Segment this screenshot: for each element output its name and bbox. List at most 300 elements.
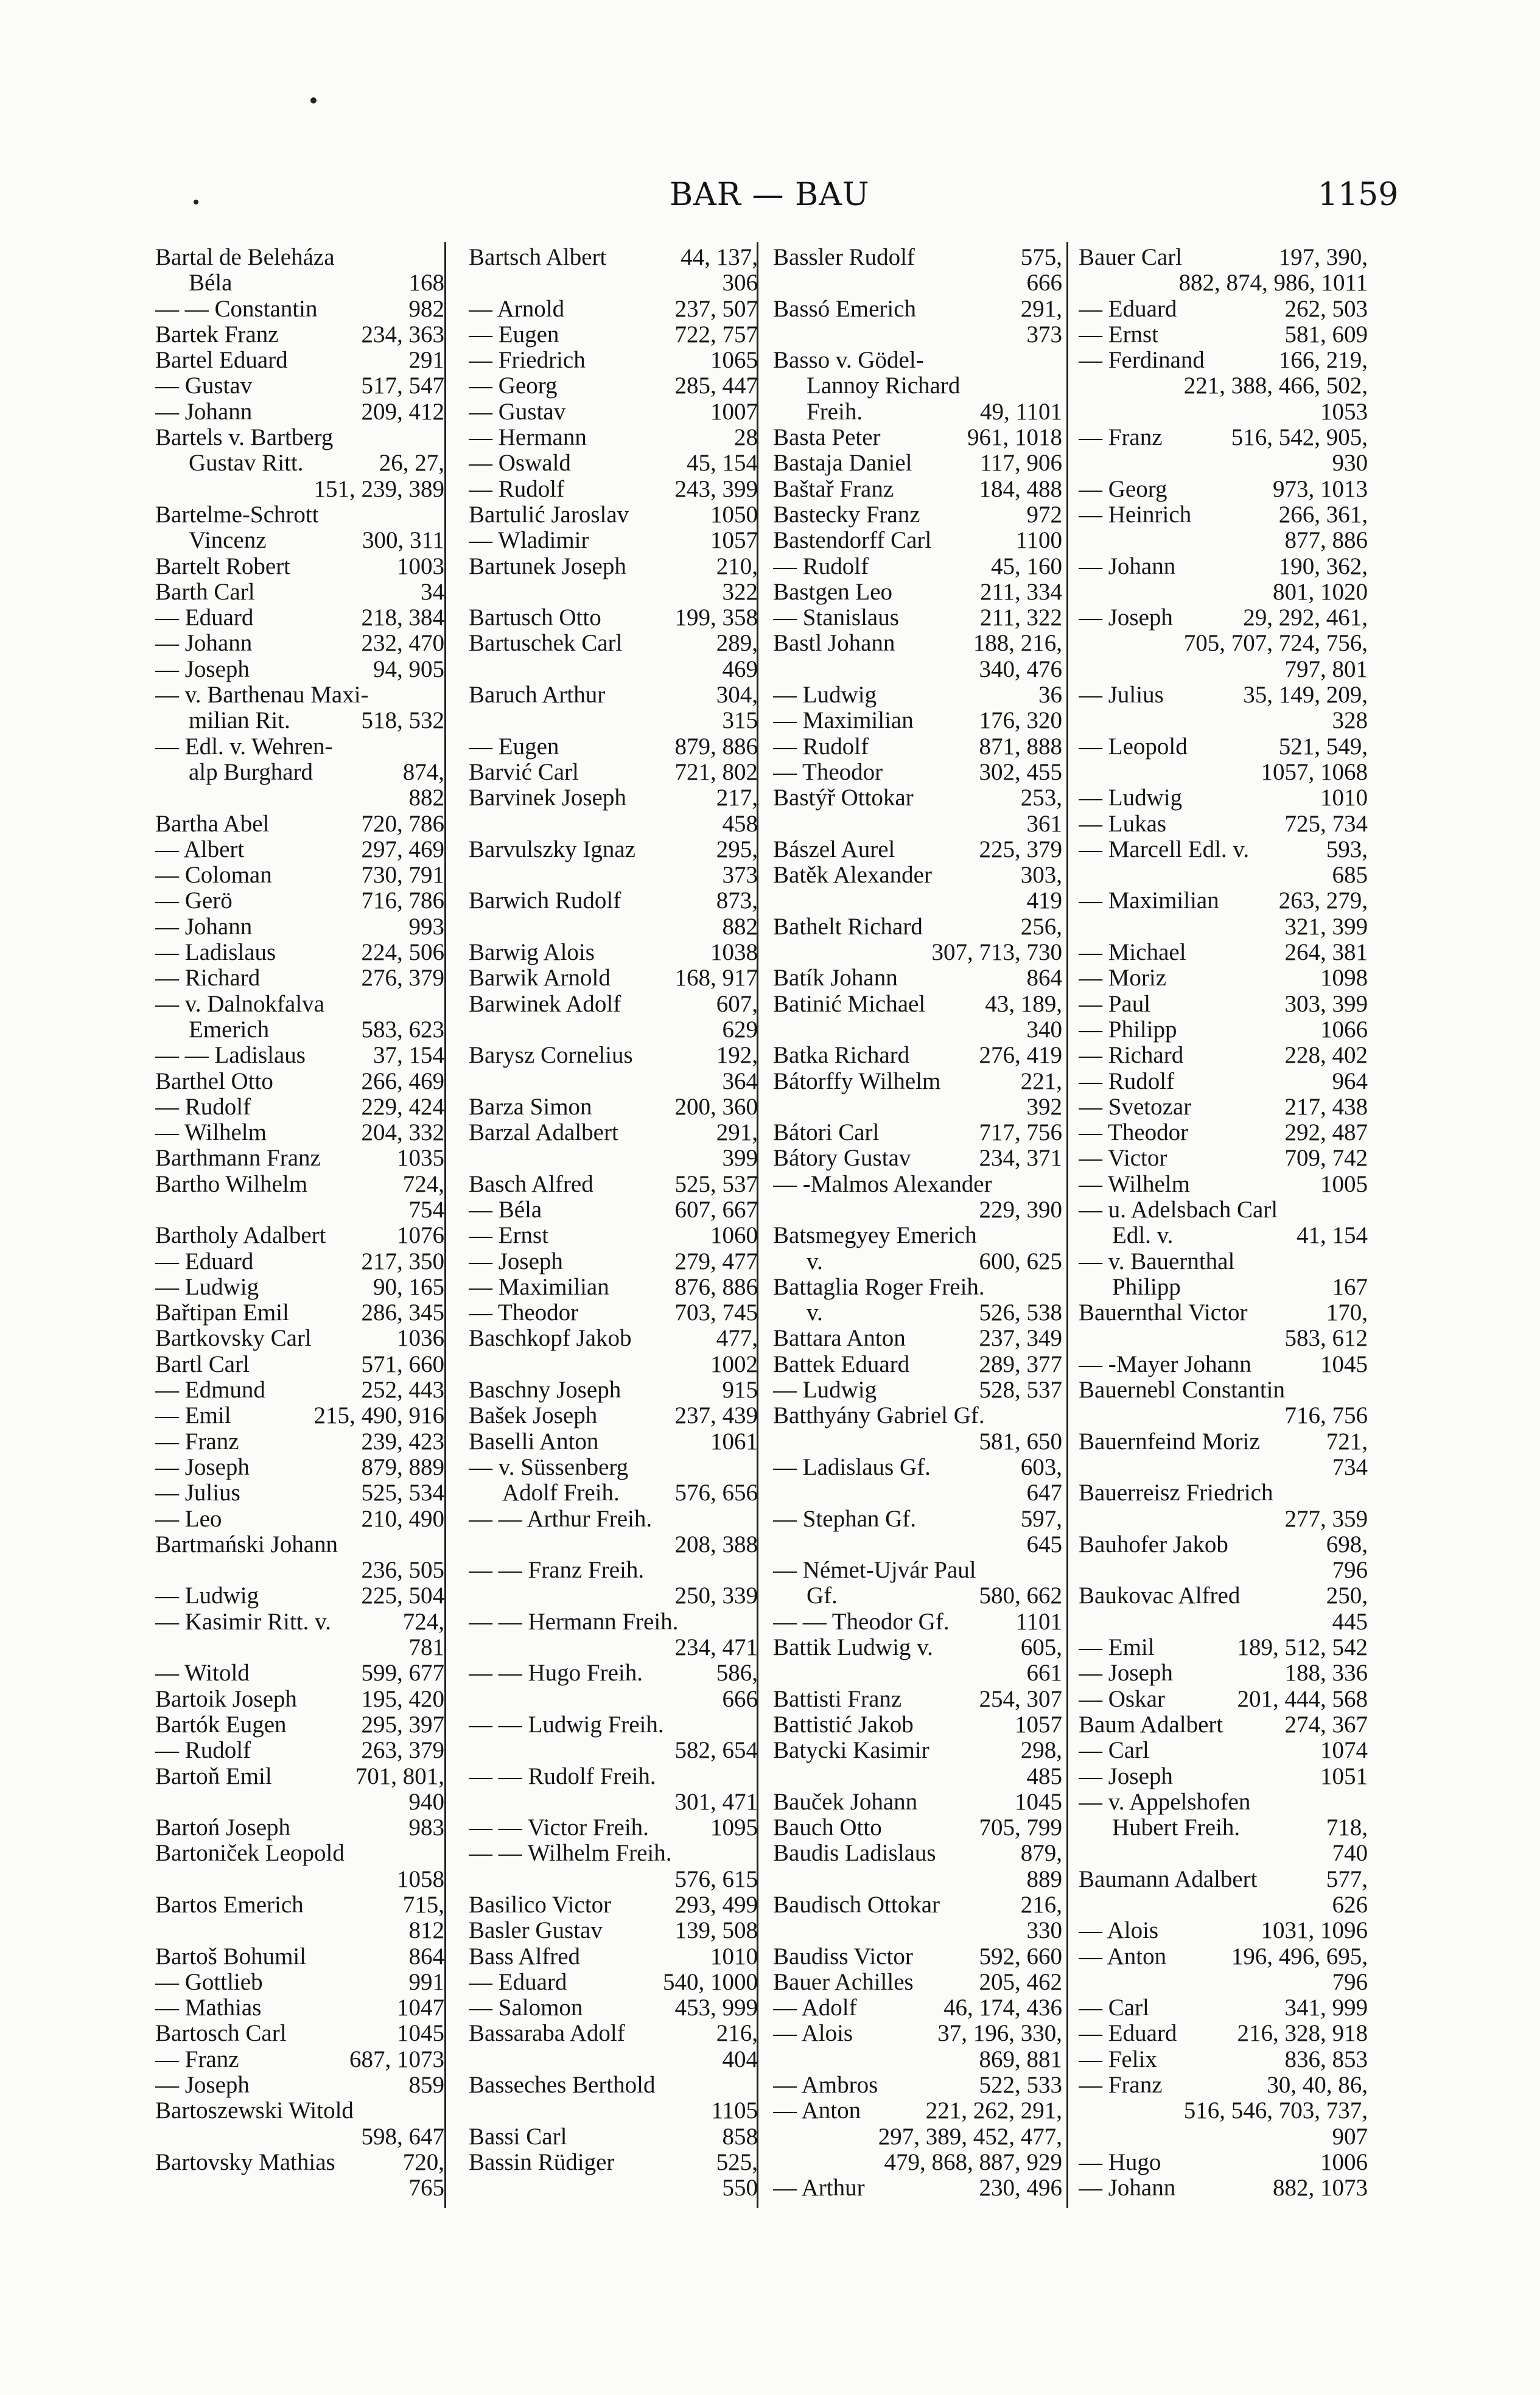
index-entry	[155, 1326, 444, 1351]
page-number: 1159	[1318, 177, 1399, 213]
entry-pages: 518, 532	[361, 707, 444, 734]
entry-name: Barwich Rudolf	[469, 887, 621, 914]
entry-pages: 734	[1332, 1453, 1368, 1480]
index-entry	[469, 1918, 758, 1943]
entry-name: — Ludwig	[155, 1273, 259, 1300]
index-entry	[469, 528, 758, 553]
entry-pages: 404	[722, 2046, 758, 2072]
entry-pages: 1045	[1015, 1788, 1062, 1815]
index-entry	[1079, 811, 1368, 837]
entry-name: Bauer Carl	[1079, 245, 1183, 270]
entry-pages: 321, 399	[1284, 913, 1368, 940]
entry-pages: 1101	[1015, 1608, 1062, 1635]
entry-pages: 176, 320	[979, 707, 1062, 734]
index-entry	[1079, 1583, 1368, 1609]
entry-name: — Rudolf	[155, 1093, 251, 1120]
entry-pages: 373	[1026, 321, 1062, 348]
index-entry	[469, 940, 758, 965]
index-entry	[155, 1043, 444, 1068]
index-entry	[469, 837, 758, 862]
entry-name: Bastl Johann	[773, 630, 895, 657]
index-entry	[773, 1377, 1062, 1403]
entry-pages: 340	[1026, 1016, 1062, 1043]
entry-pages: 796	[1332, 1968, 1368, 1995]
index-entry	[469, 1172, 758, 1197]
entry-name: — Joseph	[469, 1248, 563, 1274]
index-entry	[773, 940, 1062, 965]
entry-name: Battik Ludwig v.	[773, 1634, 933, 1661]
entry-name: Bauch Otto	[773, 1814, 882, 1841]
index-entry	[1079, 425, 1368, 450]
entry-name: Basta Peter	[773, 424, 881, 451]
entry-pages: 315	[722, 707, 758, 734]
index-entry	[155, 373, 444, 399]
entry-name: — — Wilhelm Freih.	[469, 1840, 672, 1867]
entry-name: — Richard	[155, 965, 261, 991]
index-entry	[469, 1017, 758, 1043]
entry-pages: 715,	[402, 1892, 444, 1918]
entry-name: milian Rit.	[189, 707, 290, 734]
index-entry	[1079, 579, 1368, 605]
index-entry	[773, 1892, 1062, 1918]
entry-name: Batka Richard	[773, 1042, 910, 1069]
index-entry	[773, 245, 1062, 270]
index-entry	[155, 1069, 444, 1094]
entry-name: Bartoń Joseph	[155, 1814, 291, 1841]
entry-name: Bartók Eugen	[155, 1711, 287, 1738]
entry-pages: 1010	[710, 1943, 758, 1970]
entry-name: Barwik Arnold	[469, 965, 611, 991]
index-entry	[1079, 605, 1368, 631]
index-entry	[773, 1429, 1062, 1455]
index-entry	[155, 965, 444, 991]
index-entry	[773, 708, 1062, 733]
entry-pages: 882, 874, 986, 1011	[1178, 270, 1368, 296]
index-entry	[469, 348, 758, 373]
entry-pages: 907	[1332, 2123, 1368, 2150]
index-entry	[773, 1249, 1062, 1274]
index-entry	[469, 734, 758, 760]
entry-name: Batěk Alexander	[773, 862, 932, 889]
index-entry	[773, 1480, 1062, 1506]
entry-name: — — Franz Freih.	[469, 1557, 645, 1584]
entry-name: Bartha Abel	[155, 810, 270, 837]
entry-name: Basler Gustav	[469, 1917, 603, 1944]
entry-pages: 915	[722, 1377, 758, 1404]
entry-pages: 666	[722, 1685, 758, 1712]
index-entry	[1079, 631, 1368, 656]
entry-pages: 864	[408, 1943, 444, 1970]
entry-pages: 168, 917	[674, 965, 758, 991]
entry-name: — Adolf	[773, 1995, 857, 2021]
index-entry	[1079, 708, 1368, 733]
index-entry	[155, 1789, 444, 1815]
entry-pages: 703, 745	[674, 1299, 758, 1326]
entry-name: Bauer Achilles	[773, 1968, 914, 1995]
entry-pages: 188, 216,	[973, 630, 1062, 657]
entry-pages: 234, 371	[979, 1145, 1062, 1172]
entry-pages: 879, 886	[674, 733, 758, 760]
index-entry	[469, 605, 758, 631]
entry-pages: 297, 469	[361, 836, 444, 862]
entry-name: Bartal de Beleháza	[155, 245, 335, 270]
index-entry	[1079, 322, 1368, 348]
entry-pages: 973, 1013	[1273, 475, 1368, 502]
index-entry	[155, 348, 444, 373]
index-entry	[155, 1918, 444, 1943]
index-entry	[469, 1069, 758, 1094]
entry-pages: 597,	[1020, 1505, 1062, 1532]
running-title: BAR — BAU	[670, 177, 870, 213]
entry-name: — Wladimir	[469, 527, 589, 554]
entry-name: Bastendorff Carl	[773, 527, 932, 554]
index-entry	[1079, 2098, 1368, 2124]
entry-pages: 304,	[716, 682, 758, 708]
entry-pages: 399	[722, 1145, 758, 1172]
index-entry	[155, 1970, 444, 1995]
index-entry	[1079, 2124, 1368, 2150]
entry-name: — — Hermann Freih.	[469, 1608, 679, 1635]
entry-pages: 629	[722, 1016, 758, 1043]
index-entry	[773, 348, 1062, 373]
entry-pages: 1105	[711, 2097, 758, 2124]
entry-name: — Eduard	[1079, 2020, 1177, 2047]
index-entry	[155, 888, 444, 914]
index-entry	[773, 1660, 1062, 1686]
entry-name: — Coloman	[155, 862, 272, 889]
entry-name: Batík Johann	[773, 965, 898, 991]
entry-pages: 1045	[1320, 1351, 1368, 1377]
entry-pages: 858	[722, 2123, 758, 2150]
index-entry	[1079, 1455, 1368, 1480]
entry-pages: 237, 439	[674, 1402, 758, 1429]
index-entry	[469, 1120, 758, 1145]
entry-pages: 721,	[1326, 1428, 1368, 1455]
index-entry	[1079, 785, 1368, 811]
entry-pages: 879,	[1020, 1840, 1062, 1867]
entry-pages: 603,	[1020, 1453, 1062, 1480]
entry-pages: 37, 196, 330,	[937, 2020, 1062, 2047]
entry-pages: 189, 512, 542	[1237, 1634, 1368, 1661]
entry-name: — Johann	[155, 913, 253, 940]
entry-name: Batycki Kasimir	[773, 1737, 929, 1764]
index-entry	[773, 1970, 1062, 1995]
entry-name: Batinić Michael	[773, 990, 926, 1017]
entry-pages: 1038	[710, 939, 758, 966]
entry-name: — Joseph	[155, 1453, 250, 1480]
index-entry	[469, 888, 758, 914]
entry-pages: 666	[1026, 270, 1062, 296]
entry-name: — Franz	[1079, 424, 1163, 451]
index-entry	[1079, 1635, 1368, 1660]
entry-name: — Svetozar	[1079, 1093, 1192, 1120]
index-entry	[773, 1043, 1062, 1068]
index-entry	[155, 940, 444, 965]
entry-name: Emerich	[189, 1016, 270, 1043]
index-entry	[1079, 991, 1368, 1017]
index-entry	[469, 1223, 758, 1248]
entry-name: Bathelt Richard	[773, 913, 923, 940]
index-entry	[469, 1738, 758, 1763]
entry-name: — Eduard	[1079, 295, 1177, 322]
entry-name: — Victor	[1079, 1145, 1167, 1172]
index-entry	[773, 682, 1062, 708]
entry-name: Bartsch Albert	[469, 245, 607, 270]
entry-pages: 581, 650	[979, 1428, 1062, 1455]
entry-name: Bastýř Ottokar	[773, 785, 914, 811]
entry-pages: 292, 487	[1284, 1119, 1368, 1146]
entry-pages: 583, 623	[361, 1016, 444, 1043]
index-entry	[469, 631, 758, 656]
index-entry	[773, 450, 1062, 476]
entry-pages: 940	[408, 1788, 444, 1815]
entry-pages: 234, 363	[361, 321, 444, 348]
entry-name: — Rudolf	[155, 1737, 251, 1764]
entry-name: — Emil	[1079, 1634, 1155, 1661]
entry-pages: 167	[1332, 1273, 1368, 1300]
entry-name: Philipp	[1112, 1273, 1181, 1300]
index-entry	[773, 1172, 1062, 1197]
index-entry	[155, 2124, 444, 2150]
entry-pages: 983	[408, 1814, 444, 1841]
index-entry	[469, 1326, 758, 1351]
entry-pages: 303,	[1020, 862, 1062, 889]
entry-name: — Wilhelm	[155, 1119, 267, 1146]
entry-name: — Edl. v. Wehren-	[155, 733, 333, 760]
entry-name: — Rudolf	[469, 475, 565, 502]
entry-name: — v. Dalnokfalva	[155, 990, 324, 1017]
entry-pages: 1047	[397, 1995, 444, 2021]
index-entry	[773, 965, 1062, 991]
entry-pages: 392	[1026, 1093, 1062, 1120]
index-entry	[1079, 940, 1368, 965]
entry-pages: 796	[1332, 1557, 1368, 1584]
entry-name: — Eduard	[469, 1968, 567, 1995]
index-entry	[469, 1455, 758, 1480]
index-entry	[155, 450, 444, 476]
entry-pages: 716, 786	[361, 887, 444, 914]
index-entry	[155, 1558, 444, 1583]
index-entry	[469, 1043, 758, 1068]
entry-name: Bartels v. Bartberg	[155, 424, 334, 451]
entry-pages: 879, 889	[361, 1453, 444, 1480]
entry-pages: 291	[408, 347, 444, 374]
index-entry	[469, 2124, 758, 2150]
index-entry	[469, 657, 758, 682]
entry-pages: 216,	[716, 2020, 758, 2047]
entry-pages: 526, 538	[979, 1299, 1062, 1326]
index-entry	[155, 914, 444, 940]
index-entry	[773, 1300, 1062, 1326]
entry-name: Vincenz	[189, 527, 267, 554]
entry-pages: 725, 734	[1284, 810, 1368, 837]
entry-pages: 580, 662	[979, 1582, 1062, 1609]
entry-pages: 197, 390,	[1278, 245, 1368, 270]
entry-name: — Arnold	[469, 295, 565, 322]
index-entry	[773, 1609, 1062, 1635]
entry-name: — Ladislaus Gf.	[773, 1453, 931, 1480]
index-entry	[155, 862, 444, 888]
entry-name: Barza Simon	[469, 1093, 592, 1120]
entry-pages: 37, 154	[373, 1042, 444, 1069]
entry-name: Bauernebl Constantin	[1079, 1377, 1286, 1404]
entry-pages: 229, 424	[361, 1093, 444, 1120]
entry-pages: 882	[408, 785, 444, 811]
entry-name: — Leopold	[1079, 733, 1188, 760]
entry-name: Barvić Carl	[469, 758, 579, 785]
entry-pages: 716, 756	[1284, 1402, 1368, 1429]
index-entry	[155, 1274, 444, 1300]
index-entry	[1079, 1172, 1368, 1197]
entry-pages: 289,	[716, 630, 758, 657]
entry-pages: 599, 677	[361, 1660, 444, 1687]
entry-name: — Alois	[773, 2020, 853, 2047]
entry-pages: 517, 547	[361, 372, 444, 399]
entry-pages: 237, 349	[979, 1325, 1062, 1352]
index-entry	[155, 1712, 444, 1738]
entry-name: Baum Adalbert	[1079, 1711, 1223, 1738]
entry-name: — Anton	[773, 2097, 861, 2124]
index-entry	[1079, 2150, 1368, 2175]
entry-name: Bassaraba Adolf	[469, 2020, 625, 2047]
entry-pages: 1035	[397, 1145, 444, 1172]
entry-pages: 724,	[402, 1170, 444, 1197]
entry-name: — Edmund	[155, 1377, 265, 1404]
index-entry	[469, 2150, 758, 2175]
entry-pages: 720,	[402, 2149, 444, 2175]
entry-pages: 168	[408, 270, 444, 296]
entry-name: Bartoš Bohumil	[155, 1943, 307, 1970]
index-entry	[469, 1944, 758, 1970]
index-entry	[469, 1764, 758, 1789]
index-entry	[773, 1583, 1062, 1609]
entry-pages: 151, 239, 389	[313, 475, 444, 502]
entry-pages: 243, 399	[674, 475, 758, 502]
entry-pages: 225, 504	[361, 1582, 444, 1609]
entry-name: — Német-Ujvár Paul	[773, 1557, 976, 1584]
entry-pages: 479, 868, 887, 929	[884, 2149, 1062, 2175]
index-entry	[155, 991, 444, 1017]
entry-name: Bátori Carl	[773, 1119, 880, 1146]
index-entry	[1079, 373, 1368, 399]
entry-name: — Lukas	[1079, 810, 1167, 837]
entry-name: — Anton	[1079, 1943, 1167, 1970]
entry-pages: 210, 490	[361, 1505, 444, 1532]
index-entry	[1079, 1352, 1368, 1377]
entry-pages: 1061	[710, 1428, 758, 1455]
entry-name: Basseches Berthold	[469, 2072, 656, 2099]
index-entry	[469, 1867, 758, 1892]
index-entry	[1079, 1558, 1368, 1583]
index-entry	[469, 862, 758, 888]
entry-pages: 583, 612	[1284, 1325, 1368, 1352]
entry-name: Bartulić Jaroslav	[469, 501, 629, 528]
index-entry	[469, 450, 758, 476]
index-entry	[773, 270, 1062, 296]
entry-name: — Franz	[1079, 2072, 1163, 2099]
index-entry	[155, 785, 444, 811]
index-entry	[1079, 682, 1368, 708]
entry-pages: 250, 339	[674, 1582, 758, 1609]
index-entry	[1079, 1506, 1368, 1532]
index-entry	[469, 1197, 758, 1223]
index-entry	[1079, 477, 1368, 502]
index-entry	[773, 1120, 1062, 1145]
entry-pages: 291,	[716, 1119, 758, 1146]
entry-name: Bassó Emerich	[773, 295, 917, 322]
entry-pages: 516, 542, 905,	[1231, 424, 1368, 451]
entry-name: — — Ladislaus	[155, 1042, 306, 1069]
index-entry	[773, 1069, 1062, 1094]
index-entry	[1079, 1145, 1368, 1171]
index-entry	[469, 1970, 758, 1995]
entry-pages: 303, 399	[1284, 990, 1368, 1017]
index-entry	[773, 296, 1062, 322]
index-entry	[155, 1197, 444, 1223]
index-entry	[155, 425, 444, 450]
entry-pages: 525, 537	[674, 1170, 758, 1197]
index-entry	[1079, 965, 1368, 991]
index-entry	[773, 2175, 1062, 2201]
entry-name: — Carl	[1079, 1995, 1149, 2021]
entry-pages: 661	[1026, 1660, 1062, 1687]
entry-name: — Salomon	[469, 1995, 583, 2021]
entry-pages: 295,	[716, 836, 758, 862]
entry-pages: 266, 469	[361, 1068, 444, 1094]
entry-name: — Ferdinand	[1079, 347, 1205, 374]
entry-pages: 28	[734, 424, 758, 451]
index-entry	[1079, 1815, 1368, 1841]
entry-pages: 724,	[402, 1608, 444, 1635]
entry-name: — Friedrich	[469, 347, 586, 374]
entry-name: Bauček Johann	[773, 1788, 918, 1815]
entry-pages: 230, 496	[979, 2175, 1062, 2201]
entry-name: Basilico Victor	[469, 1892, 612, 1918]
entry-pages: 35, 149, 209,	[1243, 682, 1368, 708]
index-entry	[1079, 1970, 1368, 1995]
entry-name: Baudiss Victor	[773, 1943, 913, 1970]
entry-pages: 607,	[716, 990, 758, 1017]
index-entry	[1079, 528, 1368, 553]
entry-pages: 44, 137,	[681, 245, 758, 270]
entry-name: — Julius	[155, 1480, 240, 1506]
index-entry	[773, 657, 1062, 682]
index-entry	[1079, 1712, 1368, 1738]
entry-pages: 717, 756	[979, 1119, 1062, 1146]
index-entry	[773, 811, 1062, 837]
index-entry	[155, 1944, 444, 1970]
index-entry	[1079, 1069, 1368, 1094]
entry-pages: 709, 742	[1284, 1145, 1368, 1172]
entry-pages: 217, 438	[1284, 1093, 1368, 1120]
entry-pages: 297, 389, 452, 477,	[878, 2123, 1062, 2150]
entry-name: Edl. v.	[1112, 1222, 1174, 1249]
index-entry	[155, 1172, 444, 1197]
entry-pages: 117, 906	[979, 450, 1062, 477]
entry-pages: 373	[722, 862, 758, 889]
index-entry	[773, 1017, 1062, 1043]
entry-pages: 469	[722, 656, 758, 682]
entry-pages: 295, 397	[361, 1711, 444, 1738]
entry-pages: 582, 654	[674, 1737, 758, 1764]
index-entry	[1079, 1609, 1368, 1635]
index-entry	[155, 1094, 444, 1120]
entry-name: Bartusch Otto	[469, 604, 601, 631]
index-entry	[773, 1326, 1062, 1351]
entry-pages: 221,	[1020, 1068, 1062, 1094]
entry-pages: 705, 799	[979, 1814, 1062, 1841]
entry-pages: 607, 667	[674, 1196, 758, 1223]
